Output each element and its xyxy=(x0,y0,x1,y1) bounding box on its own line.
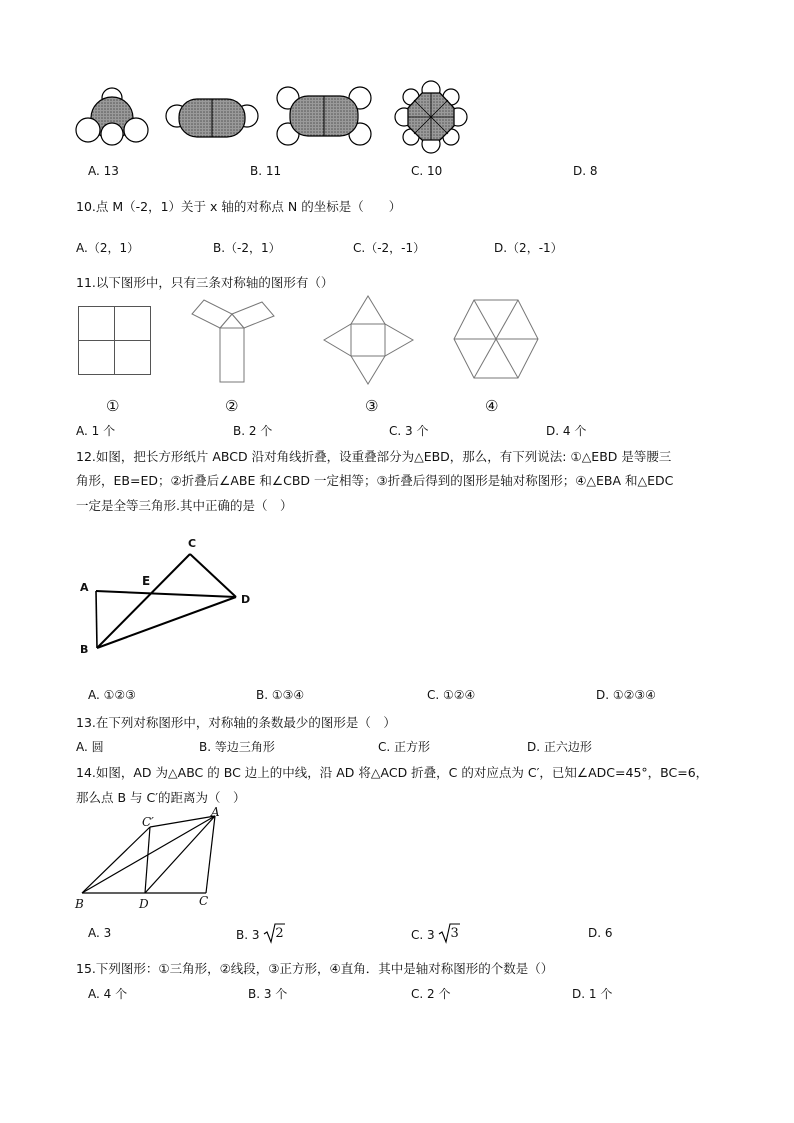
q10-option-b[interactable]: B.（-2，1） xyxy=(213,241,281,255)
q11-option-d[interactable]: D. 4 个 xyxy=(546,424,587,438)
q12-option-c[interactable]: C. ①②④ xyxy=(427,688,476,702)
q12-figure-fold xyxy=(78,536,268,656)
q14-stem-line-2: 那么点 B 与 C′的距离为（ ） xyxy=(76,790,246,805)
q12-option-d[interactable]: D. ①②③④ xyxy=(596,688,656,702)
q14-label-c: C xyxy=(199,894,209,908)
sqrt-icon xyxy=(263,926,285,942)
q15-option-b[interactable]: B. 3 个 xyxy=(248,987,288,1001)
q11-figure-label-4: ④ xyxy=(485,397,499,415)
q9-option-b[interactable]: B. 11 xyxy=(250,164,282,178)
q14-label-b: B xyxy=(75,897,84,911)
q10-stem: 10.点 M（-2，1）关于 x 轴的对称点 N 的坐标是（ ） xyxy=(76,199,402,214)
q14-stem-line-1: 14.如图，AD 为△ABC 的 BC 边上的中线，沿 AD 将△ACD 折叠，C 的对应点为 C′，已知∠ADC=45°，BC=6， xyxy=(76,765,709,780)
q11-option-c[interactable]: C. 3 个 xyxy=(389,424,429,438)
q11-option-b[interactable]: B. 2 个 xyxy=(233,424,273,438)
q13-option-d[interactable]: D. 正六边形 xyxy=(527,740,592,754)
q12-label-e: E xyxy=(142,574,151,588)
q13-option-c[interactable]: C. 正方形 xyxy=(378,740,431,754)
q11-figure-square-triangles xyxy=(322,294,416,386)
q11-figure-label-2: ② xyxy=(225,397,239,415)
q14-label-c-prime: C′ xyxy=(142,815,154,829)
q11-figure-label-3: ③ xyxy=(365,397,379,415)
q14-label-d: D xyxy=(139,897,149,911)
q14-option-d[interactable]: D. 6 xyxy=(588,926,613,940)
q12-option-a[interactable]: A. ①②③ xyxy=(88,688,136,702)
q11-figure-hexagon xyxy=(452,298,540,380)
q14-option-b-prefix: B. 3 xyxy=(236,928,260,942)
q9-figure-4 xyxy=(394,80,468,154)
q12-stem-line-1: 12.如图，把长方形纸片 ABCD 沿对角线折叠，设重叠部分为△EBD，那么，有下列说法: ①△EBD 是等腰三 xyxy=(76,449,672,464)
q15-option-a[interactable]: A. 4 个 xyxy=(88,987,128,1001)
q12-label-c: C xyxy=(188,537,197,550)
q14-option-c-radicand: 3 xyxy=(450,926,459,941)
q13-option-b[interactable]: B. 等边三角形 xyxy=(199,740,275,754)
q13-option-a[interactable]: A. 圆 xyxy=(76,740,104,754)
q11-stem: 11.以下图形中，只有三条对称轴的图形有（） xyxy=(76,275,334,290)
q14-label-a: A xyxy=(211,805,220,819)
q12-label-a: A xyxy=(80,581,89,594)
q9-option-d[interactable]: D. 8 xyxy=(573,164,598,178)
q12-label-d: D xyxy=(241,593,251,606)
q9-figure-1 xyxy=(74,84,154,146)
q12-stem-line-2: 角形，EB=ED；②折叠后∠ABE 和∠CBD 一定相等；③折叠后得到的图形是轴对称图形；④△EBA 和△EDC xyxy=(76,473,674,488)
q11-option-a[interactable]: A. 1 个 xyxy=(76,424,116,438)
q11-figure-label-1: ① xyxy=(106,397,120,415)
q14-option-a[interactable]: A. 3 xyxy=(88,926,112,940)
q11-figure-triangle-squares xyxy=(184,298,284,386)
sqrt-icon xyxy=(438,926,460,942)
q10-option-a[interactable]: A.（2，1） xyxy=(76,241,140,255)
q14-option-c-prefix: C. 3 xyxy=(411,928,435,942)
q10-option-d[interactable]: D.（2，-1） xyxy=(494,241,563,255)
q15-option-d[interactable]: D. 1 个 xyxy=(572,987,613,1001)
q9-figure-2 xyxy=(164,96,260,142)
q9-option-c[interactable]: C. 10 xyxy=(411,164,443,178)
q11-figure-square-grid xyxy=(78,306,152,376)
q14-option-b[interactable] xyxy=(236,926,285,942)
q15-stem: 15.下列图形：①三角形，②线段，③正方形，④直角．其中是轴对称图形的个数是（） xyxy=(76,961,554,976)
q12-label-b: B xyxy=(80,643,89,656)
q15-option-c[interactable]: C. 2 个 xyxy=(411,987,451,1001)
q10-option-c[interactable]: C.（-2，-1） xyxy=(353,241,426,255)
q14-option-c[interactable] xyxy=(411,926,460,942)
q9-figure-3 xyxy=(274,86,374,148)
q13-stem: 13.在下列对称图形中，对称轴的条数最少的图形是（ ） xyxy=(76,715,396,730)
q14-option-b-radicand: 2 xyxy=(275,926,284,941)
q12-stem-line-3: 一定是全等三角形.其中正确的是（ ） xyxy=(76,498,293,513)
q9-option-a[interactable]: A. 13 xyxy=(88,164,119,178)
q12-option-b[interactable]: B. ①③④ xyxy=(256,688,305,702)
